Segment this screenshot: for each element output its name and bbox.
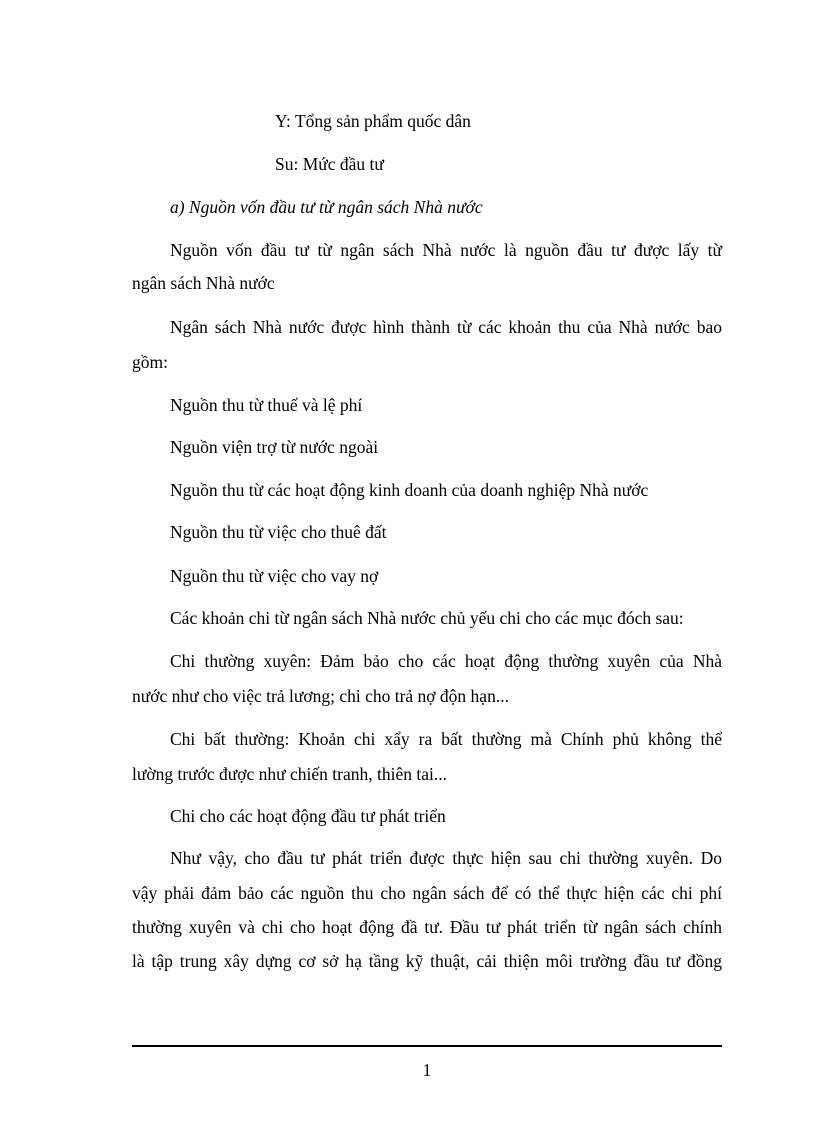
paragraph-2-line-1: Ngân sách Nhà nước được hình thành từ các khoản thu của Nhà nước bao	[170, 317, 722, 337]
footer-divider	[132, 1045, 722, 1047]
list-item-4: Nguồn thu từ việc cho thuê đất	[170, 522, 387, 542]
paragraph-6: Chi cho các hoạt động đầu tư phát triển	[170, 806, 446, 826]
paragraph-1-line-1: Nguồn vốn đầu tư từ ngân sách Nhà nước là nguồn đầu tư được lấy từ	[170, 240, 722, 260]
paragraph-5-line-1: Chi bất thường: Khoản chi xẩy ra bất thường mà Chính phủ không thể	[170, 729, 722, 749]
list-item-3: Nguồn thu từ các hoạt động kinh doanh của doanh nghiệp Nhà nước	[170, 480, 649, 500]
page-number: 1	[422, 1060, 432, 1080]
paragraph-7-line-3: thường xuyên và chi cho hoạt động đầ tư. Đầu tư phát triển từ ngân sách chính	[132, 917, 722, 937]
paragraph-3: Các khoản chi từ ngân sách Nhà nước chủ yếu chi cho các mục đóch sau:	[170, 608, 684, 628]
paragraph-7-line-2: vậy phải đảm bảo các nguồn thu cho ngân sách để có thể thực hiện các chi phí	[132, 883, 722, 903]
list-item-2: Nguồn viện trợ từ nước ngoài	[170, 437, 379, 457]
paragraph-7-line-1: Như vậy, cho đầu tư phát triển được thực hiện sau chi thường xuyên. Do	[170, 848, 722, 868]
paragraph-2-line-2: gồm:	[132, 352, 168, 372]
section-heading-a: a) Nguồn vốn đầu tư từ ngân sách Nhà nước	[170, 197, 483, 217]
paragraph-4-line-1: Chi thường xuyên: Đảm bảo cho các hoạt động thường xuyên của Nhà	[170, 651, 722, 671]
paragraph-5-line-2: lường trước được như chiến tranh, thiên tai...	[132, 764, 447, 784]
paragraph-7-line-4: là tập trung xây dựng cơ sở hạ tầng kỹ thuật, cải thiện môi trường đầu tư đồng	[132, 951, 722, 971]
list-item-5: Nguồn thu từ việc cho vay nợ	[170, 566, 379, 586]
paragraph-4-line-2: nước như cho việc trả lương; chi cho trả nợ độn hạn...	[132, 686, 509, 706]
list-item-1: Nguồn thu từ thuế và lệ phí	[170, 395, 363, 415]
paragraph-1-line-2: ngân sách Nhà nước	[132, 273, 275, 293]
definition-su: Su: Mức đầu tư	[275, 154, 384, 174]
definition-y: Y: Tổng sản phẩm quốc dân	[275, 111, 471, 131]
